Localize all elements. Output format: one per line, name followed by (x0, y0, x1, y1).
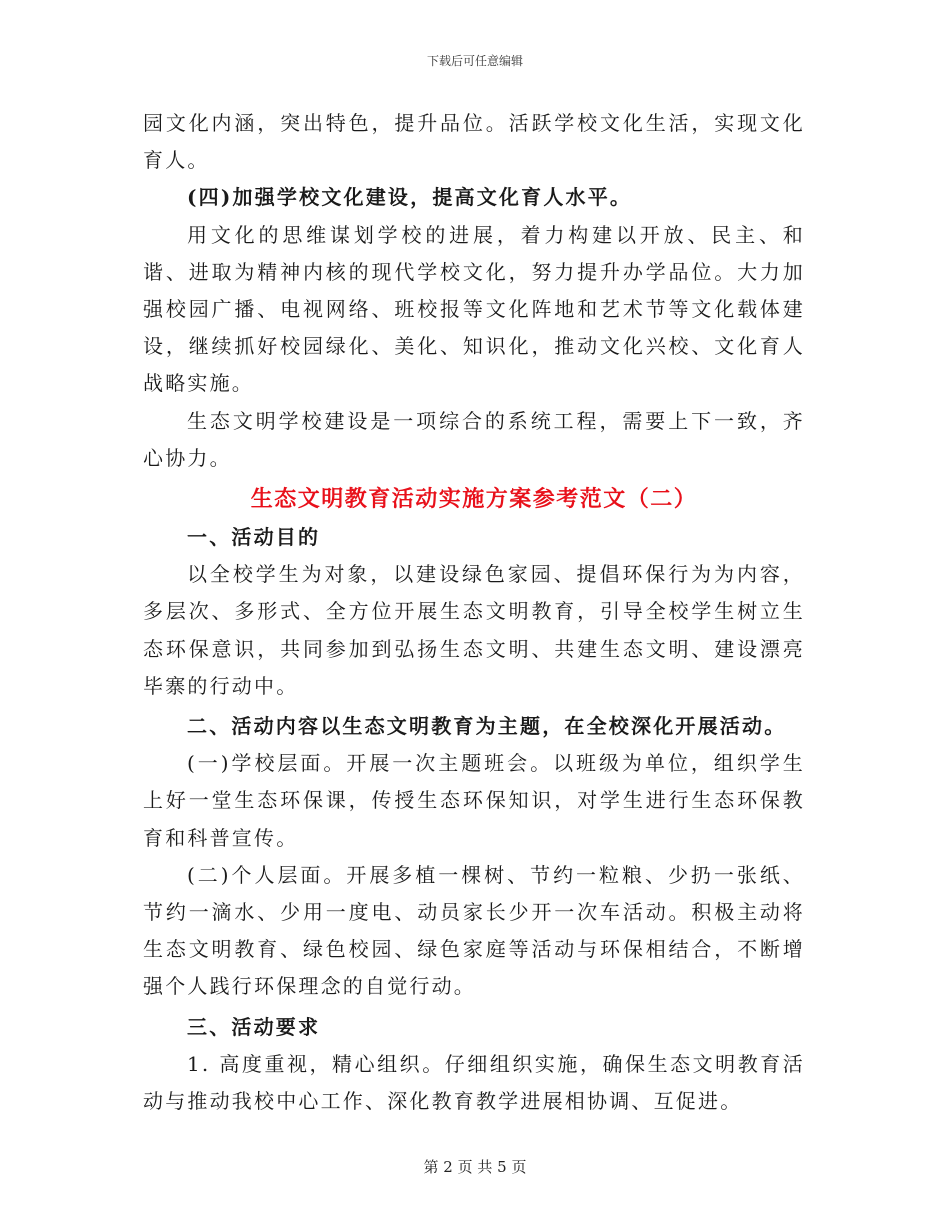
paragraph-continuation: 园文化内涵，突出特色，提升品位。活跃学校文化生活，实现文化育人。 (143, 111, 805, 173)
document-body (143, 105, 805, 1120)
paragraph-culture: 用文化的思维谋划学校的进展，着力构建以开放、民主、和谐、进取为精神内核的现代学校文化，努力提升办学品位。大力加强校园广播、电视网络、班校报等文化阵地和艺术节等文化载体建设，继续抓好校园绿化、美化、知识化，推动文化兴校、文化育人战略实施。 (143, 222, 805, 396)
paragraph-conclusion: 生态文明学校建设是一项综合的系统工程，需要上下一致，齐心协力。 (143, 408, 805, 470)
heading-section-four: (四)加强学校文化建设，提高文化育人水平。 (187, 185, 633, 210)
heading-purpose: 一、活动目的 (187, 525, 321, 550)
paragraph-requirement-one: 1. 高度重视，精心组织。仔细组织实施，确保生态文明教育活动与推动我校中心工作、深化教育教学进展相协调、互促进。 (143, 1051, 805, 1114)
document-title: 生态文明教育活动实施方案参考范文（二） (250, 486, 698, 513)
heading-requirements: 三、活动要求 (187, 1014, 321, 1039)
page-footer: 第 2 页 共 5 页 (423, 1158, 527, 1176)
paragraph-individual-level: (二)个人层面。开展多植一棵树、节约一粒粮、少扔一张纸、节约一滴水、少用一度电、动员家长少开一次车活动。积极主动将生态文明教育、绿色校园、绿色家庭等活动与环保相结合，不断增强个人践行环保理念的自觉行动。 (143, 862, 805, 999)
page-header: 下载后可任意编辑 (426, 54, 523, 68)
heading-content: 二、活动内容以生态文明教育为主题，在全校深化开展活动。 (187, 714, 787, 739)
paragraph-school-level: (一)学校层面。开展一次主题班会。以班级为单位，组织学生上好一堂生态环保课，传授生态环保知识，对学生进行生态环保教育和科普宣传。 (143, 751, 805, 850)
paragraph-purpose: 以全校学生为对象，以建设绿色家园、提倡环保行为为内容，多层次、多形式、全方位开展生态文明教育，引导全校学生树立生态环保意识，共同参加到弘扬生态文明、共建生态文明、建设漂亮毕寨的行动中。 (143, 562, 805, 698)
